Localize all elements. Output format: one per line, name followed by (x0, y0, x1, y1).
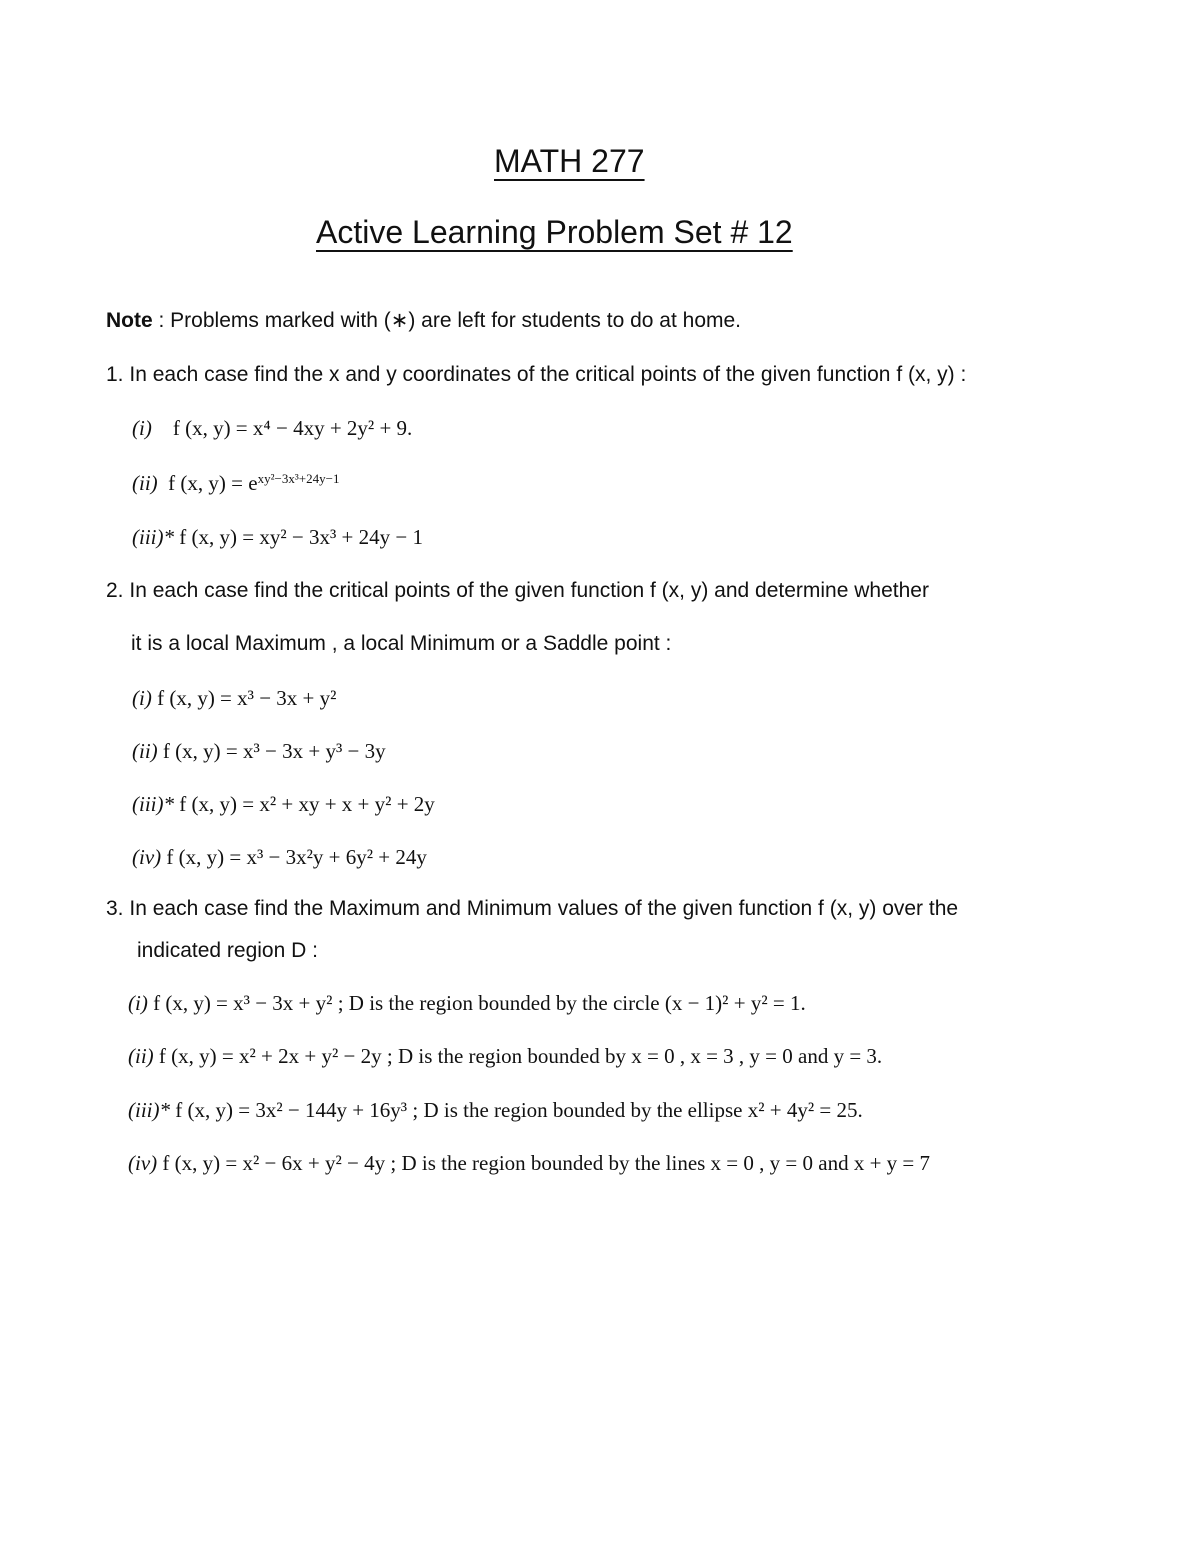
note-text: : Problems marked with (∗) are left for students to do at home. (152, 309, 742, 332)
problem-3-part-iii (128, 1097, 863, 1123)
problem-1-part-iii (132, 524, 423, 550)
part-label: (iv) (128, 1151, 158, 1175)
part-label: (ii) (132, 739, 158, 763)
part-label: (iii)* (132, 792, 174, 816)
problem-2-instruction (106, 578, 929, 604)
part-label: (i) (132, 686, 152, 710)
problem-2-number: 2. (106, 579, 124, 602)
part-region: ; D is the region bounded by the lines x = 0 , y = 0 and x + y = 7 (385, 1151, 931, 1175)
problem-set-title: Active Learning Problem Set # 12 (316, 214, 793, 250)
part-expression: f (x, y) = e (168, 471, 258, 495)
part-expression: f (x, y) = x³ − 3x + y² (157, 686, 337, 710)
part-expression: f (x, y) = x² + 2x + y² − 2y (158, 1044, 382, 1068)
problem-3-part-i (128, 990, 806, 1016)
course-title: MATH 277 (494, 143, 645, 179)
problem-3-instruction (106, 896, 958, 922)
problem-3-part-ii (128, 1043, 882, 1069)
problem-2-part-iv (132, 844, 427, 870)
problem-2-part-ii (132, 738, 386, 764)
problem-3-instruction-cont: indicated region D : (137, 939, 318, 962)
part-exponent: xy²−3x³+24y−1 (257, 470, 340, 486)
part-label: (i) (132, 416, 152, 440)
part-expression: f (x, y) = x⁴ − 4xy + 2y² + 9. (172, 416, 413, 440)
part-expression: f (x, y) = 3x² − 144y + 16y³ (175, 1098, 408, 1122)
problem-2-instruction-cont: it is a local Maximum , a local Minimum or a Saddle point : (131, 632, 672, 655)
problem-2-text: In each case find the critical points of the given function f (x, y) and determine whether (129, 579, 929, 602)
problem-3-part-iv (128, 1150, 930, 1176)
part-region: ; D is the region bounded by the circle (x − 1)² + y² = 1. (332, 991, 806, 1015)
part-expression: f (x, y) = x³ − 3x²y + 6y² + 24y (166, 845, 427, 869)
problem-3-text: In each case find the Maximum and Minimum values of the given function f (x, y) over the (129, 897, 959, 920)
part-label: (i) (128, 991, 148, 1015)
problem-1-instruction (106, 362, 966, 388)
part-region: ; D is the region bounded by x = 0 , x = 3 , y = 0 and y = 3. (381, 1044, 883, 1068)
part-label: (ii) (128, 1044, 154, 1068)
part-label: (ii) (132, 471, 158, 495)
part-expression: f (x, y) = x³ − 3x + y² (153, 991, 333, 1015)
part-expression: f (x, y) = xy² − 3x³ + 24y − 1 (179, 525, 423, 549)
problem-3-number: 3. (106, 897, 124, 920)
part-label: (iii)* (132, 525, 174, 549)
part-expression: f (x, y) = x² + xy + x + y² + 2y (179, 792, 435, 816)
problem-2-part-i (132, 685, 336, 711)
part-label: (iv) (132, 845, 162, 869)
part-label: (iii)* (128, 1098, 170, 1122)
problem-1-number: 1. (106, 363, 124, 386)
problem-1-part-ii (132, 470, 339, 496)
part-expression: f (x, y) = x³ − 3x + y³ − 3y (162, 739, 386, 763)
part-region: ; D is the region bounded by the ellipse x² + 4y² = 25. (407, 1098, 863, 1122)
part-expression: f (x, y) = x² − 6x + y² − 4y (162, 1151, 386, 1175)
problem-1-part-i (132, 415, 412, 441)
note-line (106, 308, 741, 334)
note-label: Note (106, 309, 153, 332)
problem-2-part-iii (132, 791, 435, 817)
problem-1-text: In each case find the x and y coordinates of the critical points of the given function f (x, y) : (129, 363, 967, 386)
